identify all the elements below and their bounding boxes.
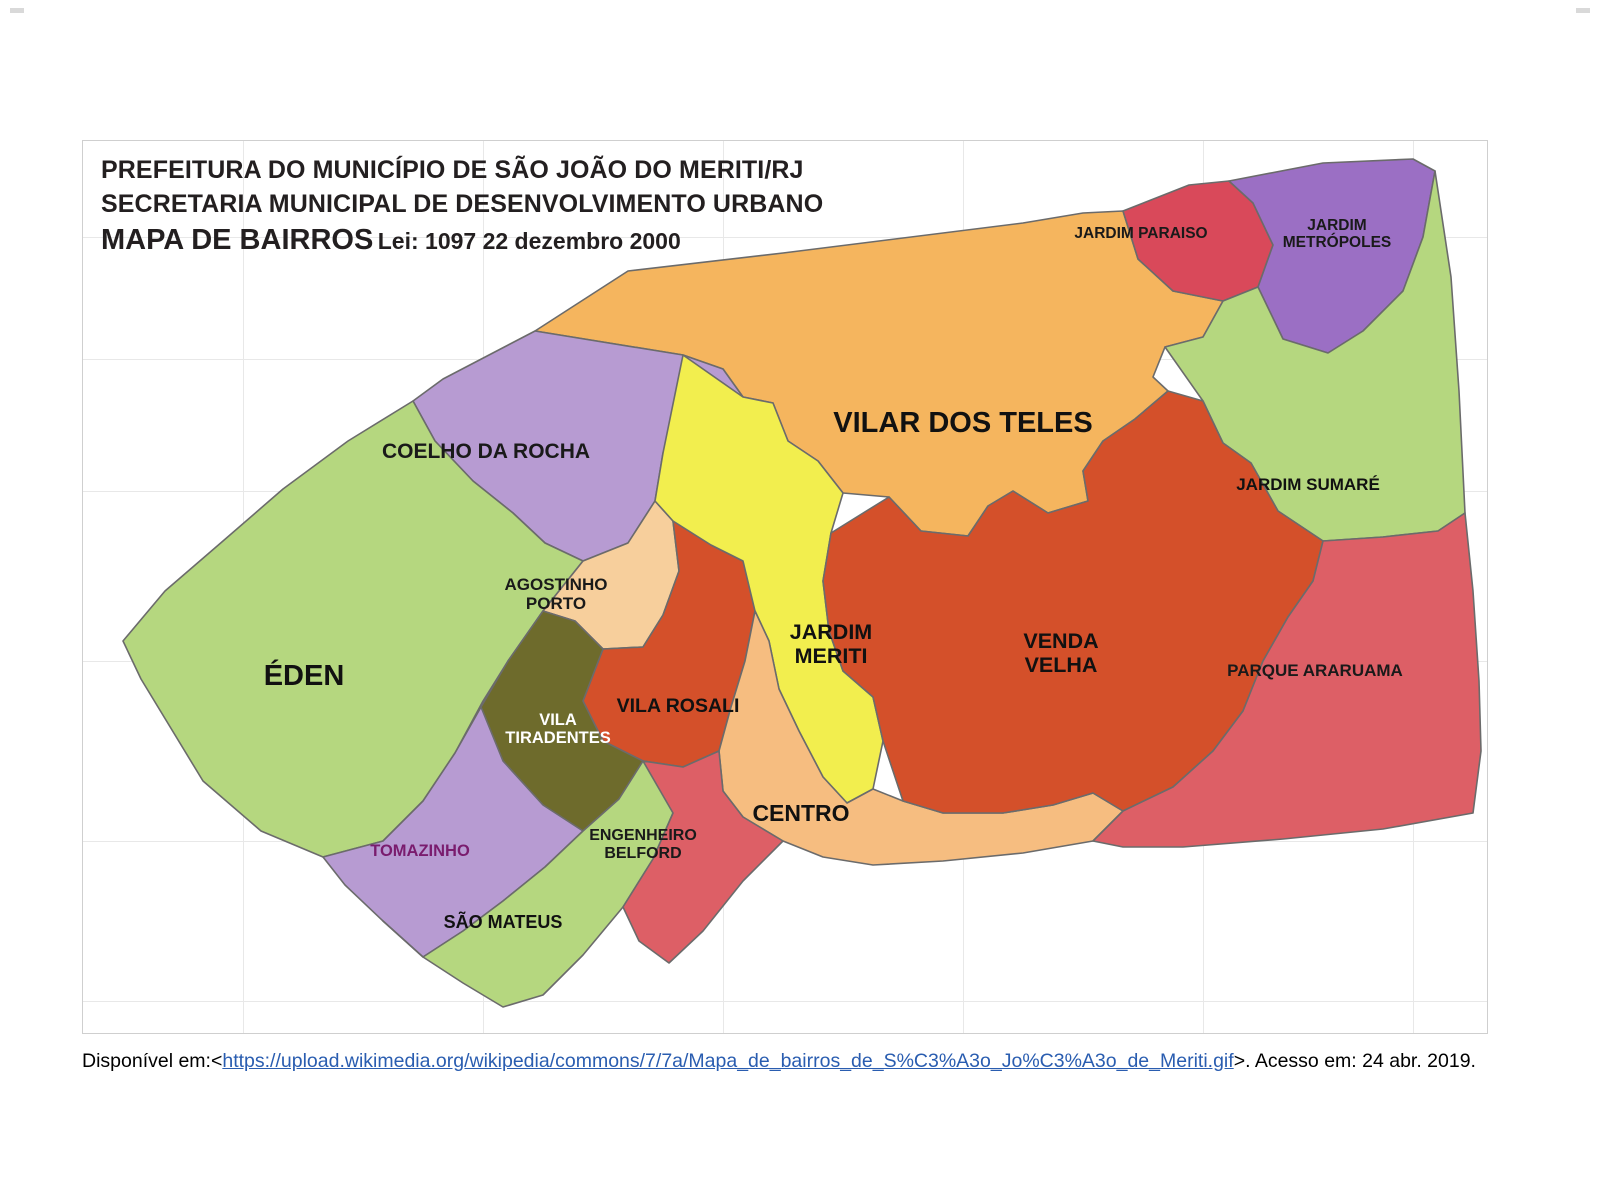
map-title-line-1: PREFEITURA DO MUNICÍPIO DE SÃO JOÃO DO MERITI/RJ [101,156,804,184]
label-sao-mateus: SÃO MATEUS [443,912,563,932]
label-tomazinho: TOMAZINHO [370,842,470,860]
corner-mark-left [10,8,24,13]
label-venda-velha: VENDA VELHA [1023,629,1099,678]
label-vila-tiradentes: VILA TIRADENTES [505,711,611,748]
label-jardim-metropoles: JARDIM METRÓPOLES [1282,217,1392,252]
map-figure [82,140,1488,1034]
label-eden: ÉDEN [263,660,345,692]
neighborhood-map [83,141,1487,1033]
credit-suffix: >. Acesso em: 24 abr. 2019. [1233,1050,1476,1072]
corner-mark-right [1576,8,1590,13]
label-centro: CENTRO [752,800,850,826]
credit-prefix: Disponível em:< [82,1050,223,1072]
label-jardim-paraiso: JARDIM PARAISO [1074,225,1208,242]
label-coelho-da-rocha: COELHO DA ROCHA [381,440,591,463]
label-engenheiro-belford: ENGENHEIRO BELFORD [589,827,697,862]
source-url-link[interactable]: https://upload.wikimedia.org/wikipedia/commons/7/7a/Mapa_de_bairros_de_S%C3%A3o_Jo%C3%A3o_de_Meriti.gif [222,1050,1234,1072]
source-credit [82,1048,1522,1074]
map-title-line-3 [101,221,823,264]
map-title-line-2: SECRETARIA MUNICIPAL DE DESENVOLVIMENTO URBANO [101,190,824,218]
label-jardim-sumare: JARDIM SUMARÉ [1236,475,1380,494]
map-title-law: Lei: 1097 22 dezembro 2000 [377,228,681,254]
map-title-main: MAPA DE BAIRROS [101,224,374,256]
label-agostinho-porto: AGOSTINHO PORTO [504,575,608,614]
label-vilar-dos-teles: VILAR DOS TELES [833,407,1093,439]
label-jardim-meriti: JARDIM MERITI [789,620,873,669]
label-vila-rosali: VILA ROSALI [616,695,740,717]
label-parque-araruama: PARQUE ARARUAMA [1227,661,1403,680]
map-title-block [101,153,823,264]
